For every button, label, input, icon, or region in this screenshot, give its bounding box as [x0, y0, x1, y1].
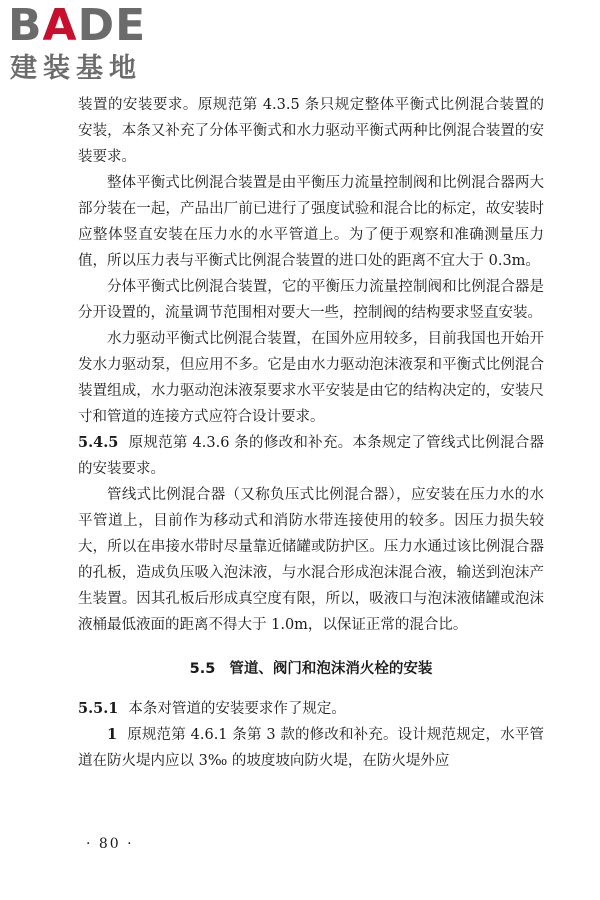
clause-paragraph: [78, 696, 544, 722]
item-number: 1: [107, 726, 118, 743]
paragraph: 装置的安装要求。原规范第 4.3.5 条只规定整体平衡式比例混合装置的安装，本条又补充了分体平衡式和水力驱动平衡式两种比例混合装置的安装要求。: [78, 97, 544, 165]
clause-paragraph: [78, 430, 544, 482]
section-title: 管道、阀门和泡沫消火栓的安装: [229, 661, 433, 677]
clause-number: 5.5.1: [78, 700, 119, 717]
logo-letters-de: DE: [77, 0, 147, 51]
section-number: 5.5: [189, 661, 216, 677]
document-body: [78, 92, 544, 774]
logo-letter-a-accent: A: [42, 0, 78, 51]
logo-letter-b: B: [8, 0, 43, 51]
logo-subtitle: 建装基地: [10, 53, 142, 84]
section-heading: [78, 656, 544, 682]
paragraph: 水力驱动平衡式比例混合装置，在国外应用较多，目前我国也开始开发水力驱动泵，但应用不多。它是由水力驱动泡沫液泵和平衡式比例混合装置组成，水力驱动泡沫液泵要求水平安装是由它的结构决定的，安装尺寸和管道的连接方式应符合设计要求。: [78, 331, 544, 425]
page-number: · 80 ·: [86, 836, 134, 852]
clause-number: 5.4.5: [78, 434, 119, 451]
item-paragraph: [78, 722, 544, 774]
paragraph: 整体平衡式比例混合装置是由平衡压力流量控制阀和比例混合器两大部分装在一起，产品出厂前已进行了强度试验和混合比的标定，故安装时应整体竖直安装在压力水的水平管道上。为了便于观察和准确测量压力值，所以压力表与平衡式比例混合装置的进口处的距离不宜大于 0.3m。: [78, 175, 544, 269]
paragraph: 分体平衡式比例混合装置，它的平衡压力流量控制阀和比例混合器是分开设置的，流量调节范围相对要大一些，控制阀的结构要求竖直安装。: [78, 279, 544, 321]
logo-wordmark: [8, 2, 146, 50]
paragraph: 管线式比例混合器（又称负压式比例混合器），应安装在压力水的水平管道上，目前作为移动式和消防水带连接使用的较多。因压力损失较大，所以在串接水带时尽量靠近储罐或防护区。压力水通过该比例混合器的孔板，造成负压吸入泡沫液，与水混合形成泡沫混合液，输送到泡沫产生装置。因其孔板后形成真空度有限，所以，吸液口与泡沫液储罐或泡沫液桶最低液面的距离不得大于 1.0m，以保证正常的混合比。: [78, 487, 544, 633]
clause-text: 本条对管道的安装要求作了规定。: [128, 701, 346, 717]
bade-logo: [8, 2, 188, 90]
item-text: 原规范第 4.6.1 条第 3 款的修改和补充。设计规范规定，水平管道在防火堤内应以 3‰ 的坡度坡向防火堤，在防火堤外应: [78, 727, 544, 769]
clause-text: 原规范第 4.3.6 条的修改和补充。本条规定了管线式比例混合器的安装要求。: [78, 435, 544, 477]
